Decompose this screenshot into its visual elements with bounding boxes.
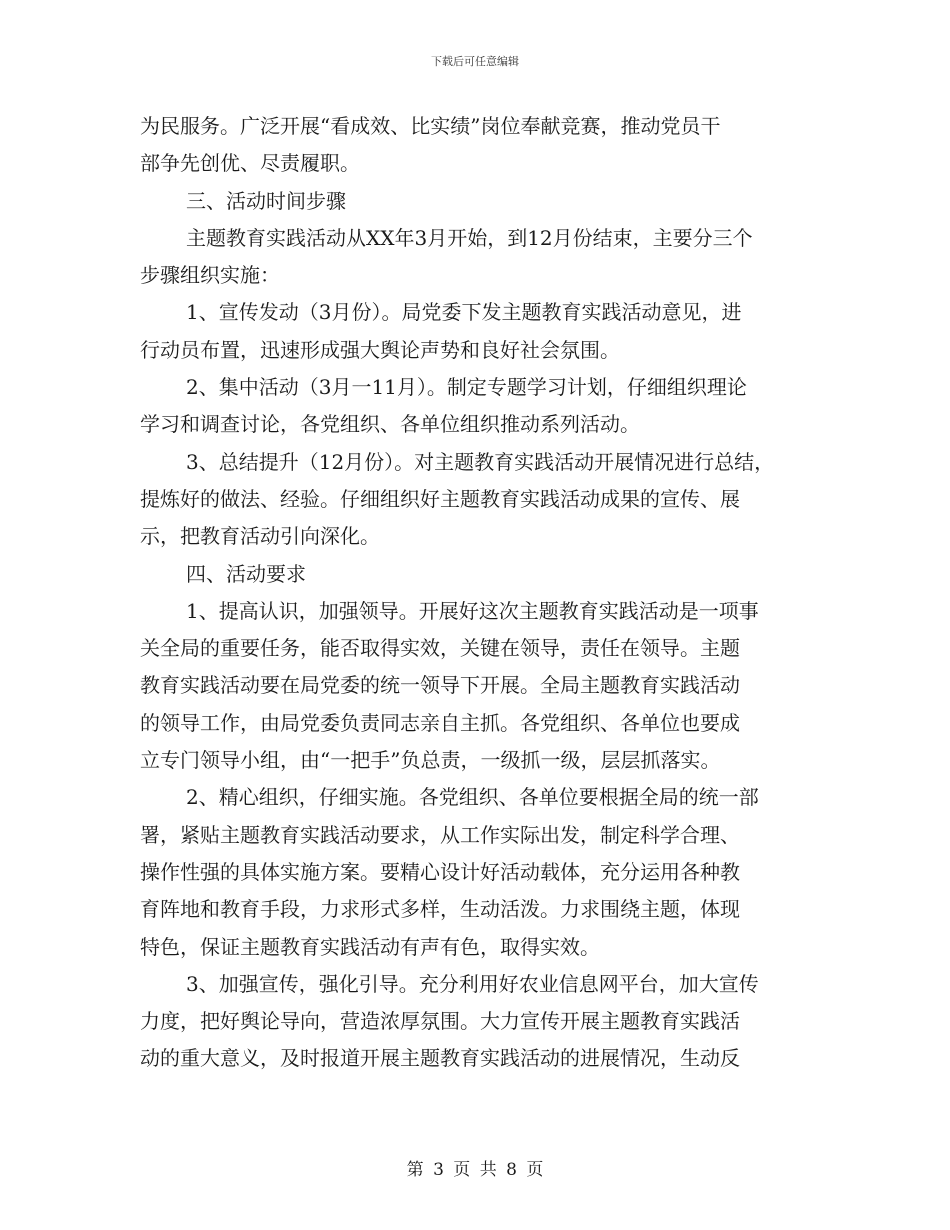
text-line: 主题教育实践活动从XX年3月开始，到12月份结束，主要分三个 [186, 225, 753, 250]
text-line: 教育实践活动要在局党委的统一领导下开展。全局主题教育实践活动 [140, 673, 740, 698]
text-line: 行动员布置，迅速形成强大舆论声势和良好社会氛围。 [140, 337, 620, 362]
text-line: 部争先创优、尽责履职。 [140, 151, 360, 176]
text-line: 力度，把好舆论导向，营造浓厚氛围。大力宣传开展主题教育实践活 [140, 1009, 740, 1034]
text-line: 立专门领导小组，由“一把手”负总责，一级抓一级，层层抓落实。 [140, 748, 721, 773]
text-line: 动的重大意义，及时报道开展主题教育实践活动的进展情况，生动反 [140, 1046, 740, 1071]
text-line: 2、集中活动（3月一11月）。制定专题学习计划，仔细组织理论 [186, 375, 747, 400]
text-line: 提炼好的做法、经验。仔细组织好主题教育实践活动成果的宣传、展 [140, 486, 740, 511]
text-line: 特色，保证主题教育实践活动有声有色，取得实效。 [140, 934, 600, 959]
section-heading: 四、活动要求 [186, 561, 306, 586]
text-line: 育阵地和教育手段，力求形式多样，生动活泼。力求围绕主题，体现 [140, 897, 740, 922]
text-line: 示，把教育活动引向深化。 [140, 524, 380, 549]
page-number: 第 3 页 共 8 页 [406, 1160, 544, 1180]
text-line: 的领导工作，由局党委负责同志亲自主抓。各党组织、各单位也要成 [140, 710, 740, 735]
section-heading: 三、活动时间步骤 [186, 188, 346, 213]
text-line: 为民服务。广泛开展“看成效、比实绩”岗位奉献竞赛，推动党员干 [140, 114, 721, 138]
text-line: 学习和调查讨论，各党组织、各单位组织推动系列活动。 [140, 412, 640, 437]
text-line: 操作性强的具体实施方案。要精心设计好活动载体，充分运用各种教 [140, 859, 740, 884]
text-line: 2、精心组织，仔细实施。各党组织、各单位要根据全局的统一部 [186, 785, 759, 810]
text-line: 1、提高认识，加强领导。开展好这次主题教育实践活动是一项事 [186, 598, 759, 623]
text-line: 3、总结提升（12月份）。对主题教育实践活动开展情况进行总结， [186, 449, 775, 474]
text-line: 关全局的重要任务，能否取得实效，关键在领导，责任在领导。主题 [140, 636, 740, 661]
page-header: 下载后可任意编辑 [431, 55, 519, 68]
text-line: 1、宣传发动（3月份）。局党委下发主题教育实践活动意见，进 [186, 300, 742, 325]
text-line: 署，紧贴主题教育实践活动要求，从工作实际出发，制定科学合理、 [140, 822, 740, 847]
text-line: 3、加强宣传，强化引导。充分利用好农业信息网平台，加大宣传 [186, 971, 759, 996]
document-body [140, 108, 820, 1078]
text-line: 步骤组织实施： [140, 263, 280, 288]
